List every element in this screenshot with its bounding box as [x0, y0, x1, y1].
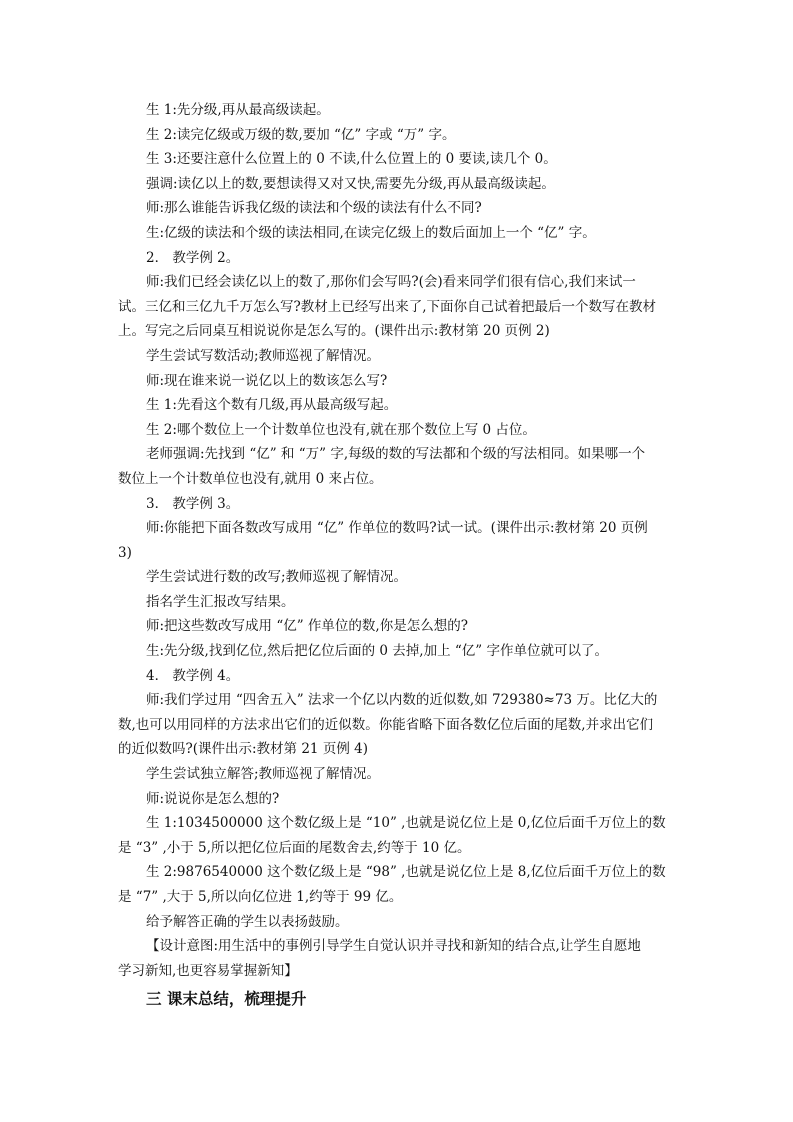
text-line: 2． 教学例 2。 [146, 249, 240, 266]
text-line: 【设计意图:用生活中的事例引导学生自觉认识并寻找和新知的结合点,让学生自愿地 [146, 938, 641, 955]
text-line: 生 1:先分级,再从最高级读起。 [146, 102, 330, 118]
text-line: 数,也可以用同样的方法求出它们的近似数。你能省略下面各数亿位后面的尾数,并求出它们 [118, 716, 654, 733]
text-line: 生 1:先看这个数有几级,再从最高级写起。 [146, 397, 398, 414]
section-heading: 三 课末总结，梳理提升 [146, 990, 307, 1009]
text-line: 给予解答正确的学生以表扬鼓励。 [146, 913, 349, 930]
text-line: 生:先分级,找到亿位,然后把亿位后面的 0 去掉,加上 “亿” 字作单位就可以了。 [146, 643, 608, 660]
text-line: 学生尝试独立解答;教师巡视了解情况。 [146, 766, 381, 783]
text-line: 是 “7” ,大于 5,所以向亿位进 1,约等于 99 亿。 [118, 889, 403, 905]
text-line: 的近似数吗?(课件出示:教材第 21 页例 4) [118, 741, 368, 758]
text-line: 师:我们已经会读亿以上的数了,那你们会写吗?(会)看来同学们很有信心,我们来试一 [146, 274, 636, 291]
text-line: 学生尝试写数活动;教师巡视了解情况。 [146, 347, 381, 364]
text-line: 试。三亿和三亿九千万怎么写?教材上已经写出来了,下面你自己试着把最后一个数写在教材 [118, 298, 657, 315]
text-line: 3． 教学例 3。 [146, 495, 240, 512]
text-line: 学习新知,也更容易掌握新知】 [118, 962, 298, 979]
text-line: 师:我们学过用 “四舍五入” 法求一个亿以内数的近似数,如 729380≈73 万。比亿大的 [146, 692, 658, 709]
text-line: 上。写完之后同桌互相说说你是怎么写的。(课件出示:教材第 20 页例 2) [118, 323, 550, 340]
text-line: 生 2:哪个数位上一个计数单位也没有,就在那个数位上写 0 占位。 [146, 421, 536, 438]
text-line: 师:现在谁来说一说亿以上的数该怎么写? [146, 372, 388, 389]
text-line: 学生尝试进行数的改写;教师巡视了解情况。 [146, 569, 408, 586]
lesson-text [118, 98, 678, 1013]
text-line: 生 3:还要注意什么位置上的 0 不读,什么位置上的 0 要读,读几个 0。 [146, 151, 557, 168]
text-line: 是 “3” ,小于 5,所以把亿位后面的尾数舍去,约等于 10 亿。 [118, 839, 471, 856]
text-line: 4． 教学例 4。 [146, 667, 240, 684]
text-line: 强调:读亿以上的数,要想读得又对又快,需要先分级,再从最高级读起。 [146, 175, 555, 192]
text-line: 师:那么谁能告诉我亿级的读法和个级的读法有什么不同? [146, 200, 482, 217]
text-line: 生 2:9876540000 这个数亿级上是 “98” ,也就是说亿位上是 8,亿位后面千万位上的数 [146, 864, 666, 881]
text-line: 生 1:1034500000 这个数亿级上是 “10” ,也就是说亿位上是 0,亿位后面千万位上的数 [146, 815, 666, 832]
text-line: 师:你能把下面各数改写成用 “亿” 作单位的数吗?试一试。(课件出示:教材第 20 页例 [146, 520, 648, 537]
text-line: 师:把这些数改写成用 “亿” 作单位的数,你是怎么想的? [146, 618, 468, 635]
text-line: 生:亿级的读法和个级的读法相同,在读完亿级上的数后面加上一个 “亿” 字。 [146, 224, 596, 241]
text-line: 3) [118, 544, 132, 561]
text-line: 师:说说你是怎么想的? [146, 790, 280, 807]
text-line: 指名学生汇报改写结果。 [146, 593, 295, 610]
text-line: 数位上一个计数单位也没有,就用 0 来占位。 [118, 470, 383, 487]
text-line: 生 2:读完亿级或万级的数,要加 “亿” 字或 “万” 字。 [146, 126, 456, 143]
text-line: 老师强调:先找到 “亿” 和 “万” 字,每级的数的写法都和个级的写法相同。如果哪一个 [146, 446, 646, 463]
